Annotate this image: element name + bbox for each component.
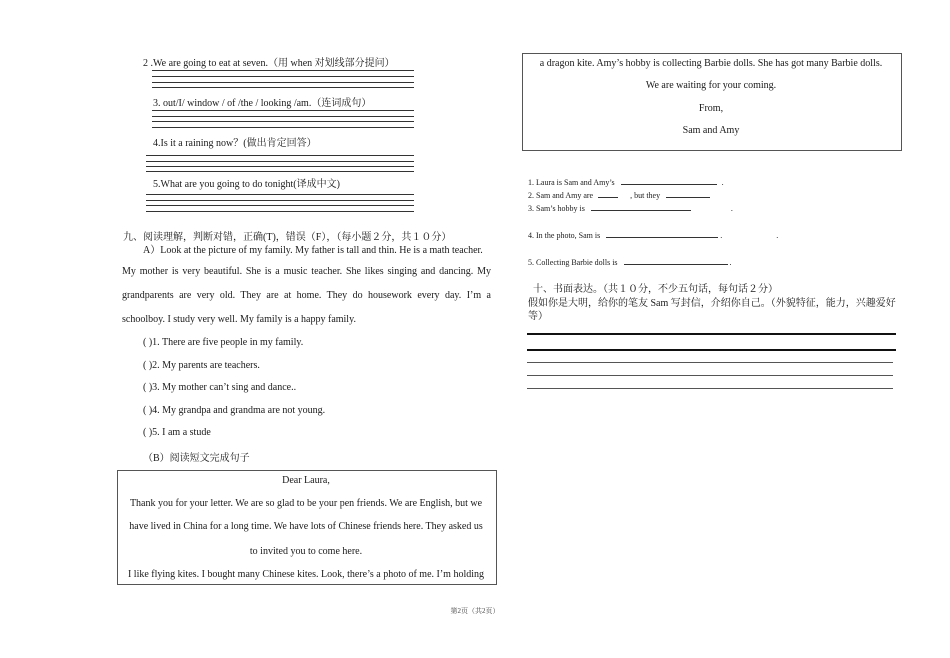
question-2: 2 .We are going to eat at seven.（用 when 对划线部分提问） <box>143 58 395 69</box>
section-10-prompt: 等） <box>528 311 548 322</box>
letter-from: From, <box>698 103 724 114</box>
passage-line: grandparents are very old. They are at home. They do housework every day. I’m a <box>122 290 491 301</box>
fill-question-3: 3. Sam’s hobby is . <box>528 201 733 213</box>
passage-line: schoolboy. I study very well. My family is a happy family. <box>122 314 356 325</box>
letter-line: We are waiting for your coming. <box>645 80 777 91</box>
section-10-prompt: 假如你是大明，给你的笔友 Sam 写封信，介绍你自己。（外貌特征，能力，兴趣爱好 <box>528 298 896 309</box>
answer-line <box>146 166 414 167</box>
writing-line[interactable] <box>527 349 896 351</box>
passage-line: A）Look at the picture of my family. My father is tall and thin. He is a math teacher. <box>143 245 483 256</box>
judgement-item: ( )3. My mother can’t sing and dance.. <box>143 382 297 393</box>
letter-line: I like flying kites. I bought many Chinese kites. Look, there’s a photo of me. I’m holding <box>127 569 485 580</box>
fill-blank[interactable] <box>598 188 618 198</box>
letter-line: Thank you for your letter. We are so glad to be your pen friends. We are English, but we <box>129 498 483 509</box>
answer-line <box>152 82 414 83</box>
fill-question-4: 4. In the photo, Sam is . . <box>528 228 778 240</box>
letter-greeting: Dear Laura, <box>282 475 330 486</box>
writing-line[interactable] <box>527 375 893 376</box>
writing-line[interactable] <box>527 333 896 335</box>
answer-line <box>146 211 414 212</box>
letter-line: to invited you to come here. <box>249 546 363 557</box>
answer-line <box>152 116 414 117</box>
answer-line <box>152 110 414 111</box>
fill-question-5: 5. Collecting Barbie dolls is . <box>528 255 732 267</box>
judgement-item: ( )2. My parents are teachers. <box>143 360 260 371</box>
section-9-heading: 九、阅读理解，判断对错，正确(T)，错误（F），（每小题２分，共１０分） <box>123 232 452 243</box>
answer-line <box>152 76 414 77</box>
judgement-item: ( )4. My grandpa and grandma are not young. <box>143 405 326 416</box>
answer-line <box>146 200 414 201</box>
judgement-item: ( )1. There are five people in my family. <box>143 337 304 348</box>
answer-line <box>152 121 414 122</box>
passage-line: My mother is very beautiful. She is a music teacher. She likes singing and dancing. My <box>122 266 491 277</box>
answer-line <box>146 205 414 206</box>
fill-blank[interactable] <box>591 201 691 211</box>
question-3: 3. out/I/ window / of /the / looking /am.（连词成句） <box>153 98 372 109</box>
fill-question-1: 1. Laura is Sam and Amy’s . <box>528 175 724 187</box>
writing-line[interactable] <box>527 388 893 389</box>
answer-line <box>146 171 414 172</box>
answer-line <box>146 161 414 162</box>
letter-line: have lived in China for a long time. We have lots of Chinese friends here. They asked us <box>129 521 483 532</box>
question-4: 4.Is it a raining now？(做出肯定回答） <box>153 138 317 149</box>
fill-blank[interactable] <box>624 255 728 265</box>
answer-line <box>146 194 414 195</box>
fill-blank[interactable] <box>606 228 718 238</box>
question-5: 5.What are you going to do tonight(译成中文) <box>153 179 340 190</box>
answer-line <box>152 127 414 128</box>
page-number: 第2页（共2页） <box>450 607 500 615</box>
writing-line[interactable] <box>527 362 893 363</box>
fill-blank[interactable] <box>621 175 717 185</box>
part-b-heading: （B）阅读短文完成句子 <box>143 453 250 464</box>
letter-signature: Sam and Amy <box>682 125 740 136</box>
fill-question-2: 2. Sam and Amy are , but they <box>528 188 710 200</box>
judgement-item: ( )5. I am a stude <box>143 427 211 438</box>
answer-line <box>152 87 414 88</box>
answer-line <box>152 70 414 71</box>
letter-line: a dragon kite. Amy’s hobby is collecting Barbie dolls. She has got many Barbie dolls. <box>539 58 883 69</box>
answer-line <box>146 155 414 156</box>
section-10-heading: 十、书面表达。（共１０分，不少五句话，每句话２分） <box>533 284 778 295</box>
fill-blank[interactable] <box>666 188 710 198</box>
